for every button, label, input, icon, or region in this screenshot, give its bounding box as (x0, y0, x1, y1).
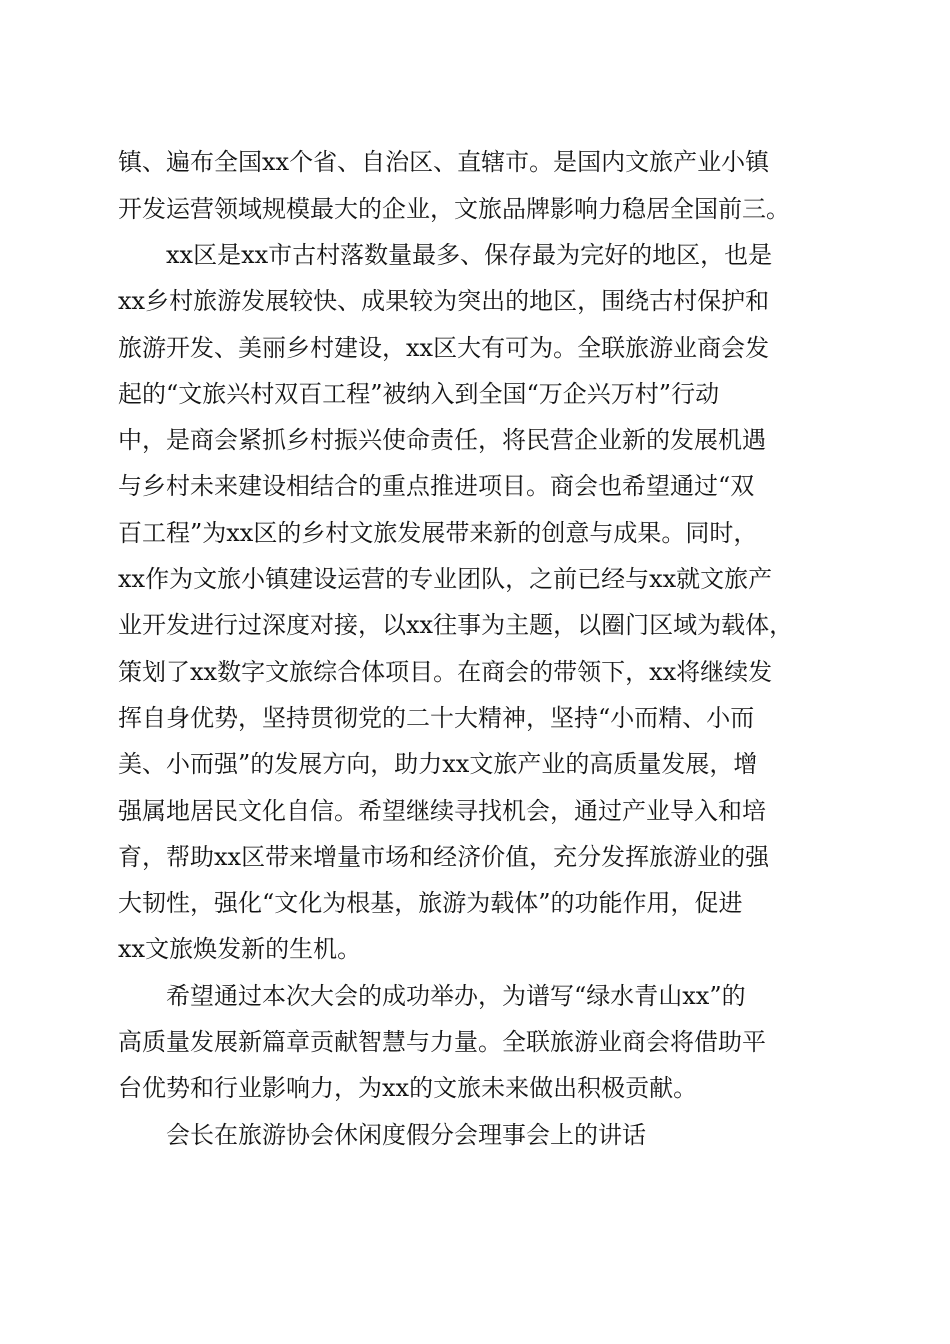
text-line: 育，帮助xx区带来增量市场和经济价值，充分发挥旅游业的强 (118, 843, 770, 871)
text-line: 百工程”为xx区的乡村文旅发展带来新的创意与成果。同时， (118, 519, 758, 547)
text-line: 强属地居民文化自信。希望继续寻找机会，通过产业导入和培 (118, 797, 766, 825)
text-line: xx乡村旅游发展较快、成果较为突出的地区，围绕古村保护和 (118, 287, 770, 315)
text-line: 旅游开发、美丽乡村建设，xx区大有可为。全联旅游业商会发 (118, 334, 770, 362)
speech-title-line: 会长在旅游协会休闲度假分会理事会上的讲话 (166, 1121, 646, 1149)
text-line: 中，是商会紧抓乡村振兴使命责任，将民营企业新的发展机遇 (118, 426, 766, 454)
text-line: 高质量发展新篇章贡献智慧与力量。全联旅游业商会将借助平 (118, 1028, 766, 1056)
text-line: 业开发进行过深度对接，以xx往事为主题，以圈门区域为载体， (118, 611, 794, 639)
paragraph-start-line: 希望通过本次大会的成功举办，为谱写“绿水青山xx”的 (166, 982, 746, 1010)
text-line: 挥自身优势，坚持贯彻党的二十大精神，坚持“小而精、小而 (118, 704, 755, 732)
text-line: 起的“文旅兴村双百工程”被纳入到全国“万企兴万村”行动 (118, 380, 720, 408)
text-line: xx作为文旅小镇建设运营的专业团队，之前已经与xx就文旅产 (118, 565, 773, 593)
text-line: 开发运营领域规模最大的企业，文旅品牌影响力稳居全国前三。 (118, 195, 790, 223)
text-line: 策划了xx数字文旅综合体项目。在商会的带领下，xx将继续发 (118, 658, 773, 686)
text-line: 美、小而强”的发展方向，助力xx文旅产业的高质量发展，增 (118, 750, 758, 778)
text-line: 与乡村未来建设相结合的重点推进项目。商会也希望通过“双 (118, 472, 755, 500)
text-line: 大韧性，强化“文化为根基，旅游为载体”的功能作用，促进 (118, 889, 743, 917)
paragraph-start-line: xx区是xx市古村落数量最多、保存最为完好的地区，也是 (166, 241, 773, 269)
text-line: xx文旅焕发新的生机。 (118, 935, 362, 963)
text-line: 台优势和行业影响力，为xx的文旅未来做出积极贡献。 (118, 1074, 698, 1102)
text-line: 镇、遍布全国xx个省、自治区、直辖市。是国内文旅产业小镇 (118, 148, 770, 176)
